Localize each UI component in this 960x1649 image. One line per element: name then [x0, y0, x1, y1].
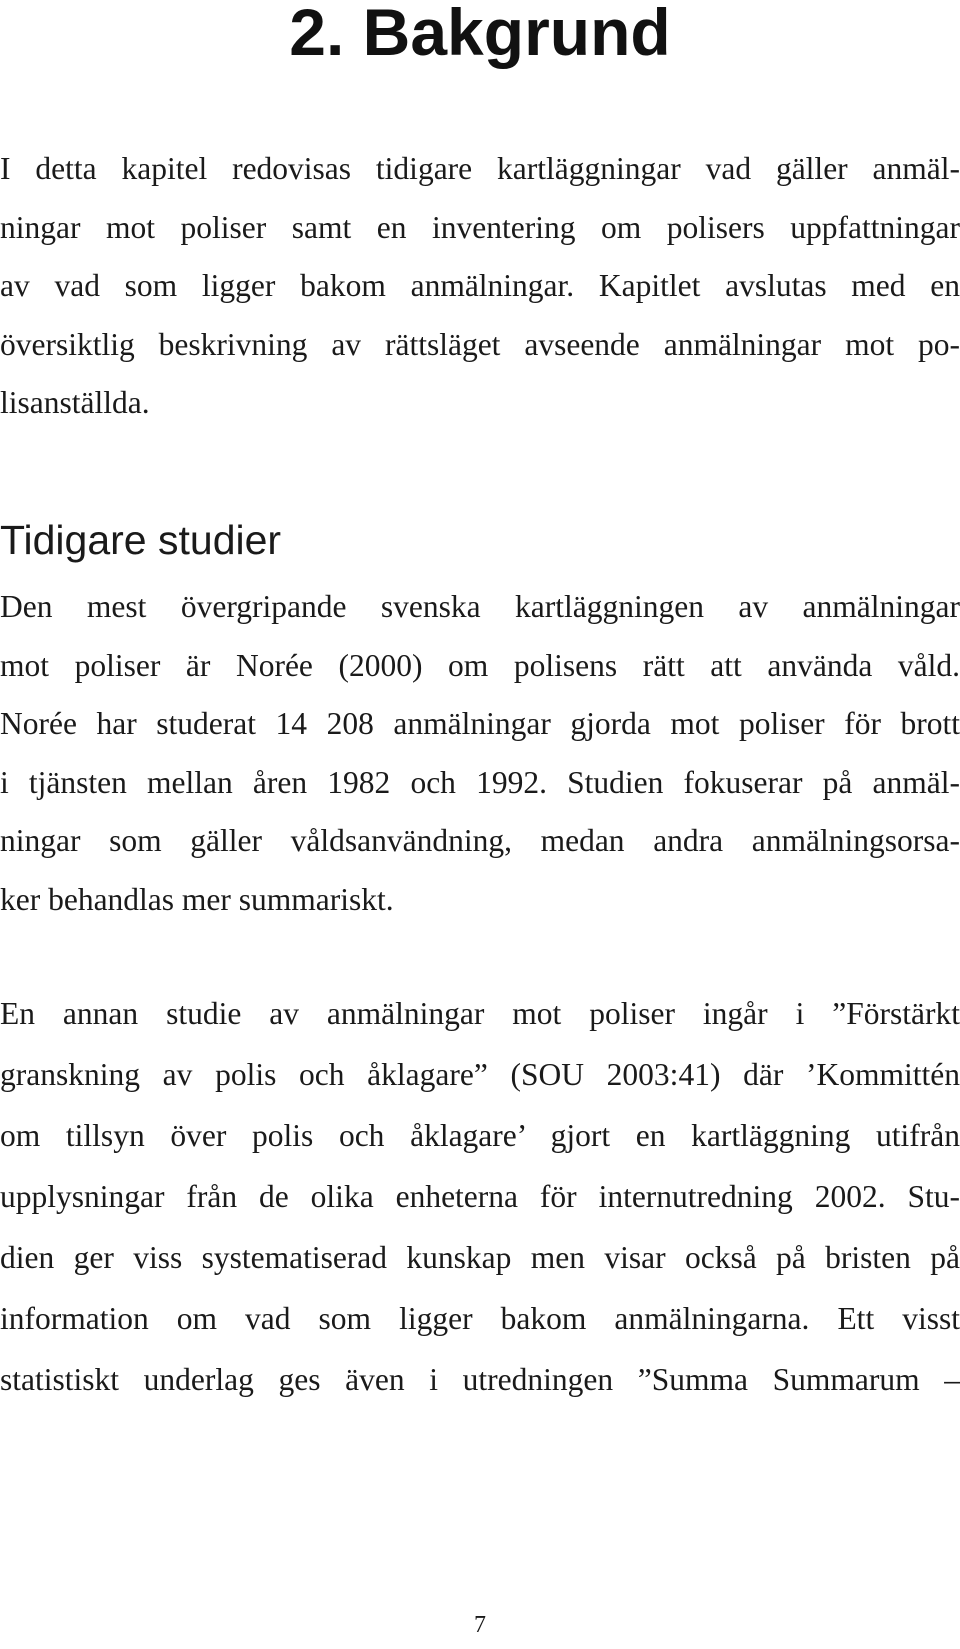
studies-paragraph-1 — [0, 578, 960, 930]
paragraph-line: ker behandlas mer summariskt. — [0, 881, 394, 917]
paragraph-line: mot poliser är Norée (2000) om polisens rätt att använda våld. — [0, 647, 960, 683]
chapter-title: 2. Bakgrund — [289, 0, 671, 69]
section-heading: Tidigare studier — [0, 517, 282, 563]
paragraph-line: information om vad som ligger bakom anmälningarna. Ett visst — [0, 1301, 960, 1336]
paragraph-line: om tillsyn över polis och åklagare’ gjort en kartläggning utifrån — [0, 1118, 960, 1153]
paragraph-line: Norée har studerat 14 208 anmälningar gjorda mot poliser för brott — [0, 706, 960, 742]
paragraph-line: ningar som gäller våldsanvändning, medan andra anmälningsorsa- — [0, 823, 960, 859]
paragraph-line: statistiskt underlag ges även i utredningen ”Summa Summarum – — [0, 1362, 960, 1397]
paragraph-line: granskning av polis och åklagare” (SOU 2003:41) där ’Kommittén — [0, 1057, 960, 1092]
intro-line: lisanställda. — [0, 385, 150, 420]
paragraph-line: i tjänsten mellan åren 1982 och 1992. Studien fokuserar på anmäl- — [0, 764, 960, 800]
paragraph-line: dien ger viss systematiserad kunskap men visar också på bristen på — [0, 1240, 960, 1275]
intro-paragraph — [0, 140, 960, 433]
studies-paragraph-2 — [0, 983, 960, 1410]
intro-line: av vad som ligger bakom anmälningar. Kapitlet avslutas med en — [0, 268, 960, 303]
paragraph-line: En annan studie av anmälningar mot poliser ingår i ”Förstärkt — [0, 996, 960, 1031]
intro-line: översiktlig beskrivning av rättsläget avseende anmälningar mot po- — [0, 326, 960, 362]
paragraph-line: Den mest övergripande svenska kartläggningen av anmälningar — [0, 589, 960, 624]
page-number: 7 — [474, 1612, 486, 1638]
intro-line: I detta kapitel redovisas tidigare kartläggningar vad gäller anmäl- — [0, 151, 960, 186]
paragraph-line: upplysningar från de olika enheterna för internutredning 2002. Stu- — [0, 1179, 960, 1214]
intro-line: ningar mot poliser samt en inventering om polisers uppfattningar — [0, 209, 960, 245]
